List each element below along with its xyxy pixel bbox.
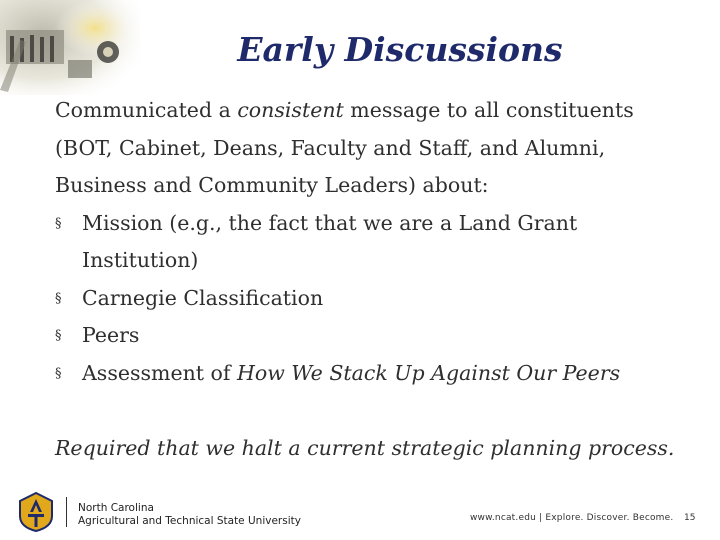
footer-divider: [66, 497, 67, 527]
bullet-mark: §: [55, 215, 62, 231]
slide-body: [55, 92, 675, 468]
footer-university-name: [78, 502, 301, 528]
bullet-item: [55, 355, 675, 393]
closing-paragraph: [55, 430, 675, 468]
bullet-mark: §: [55, 290, 62, 306]
bullet-mark: §: [55, 328, 62, 343]
page-number: 15: [684, 513, 696, 523]
bullet-text: Mission (e.g., the fact that we are a Land Grant Institution): [82, 210, 578, 272]
bullet-text: Carnegie Classification: [82, 285, 324, 310]
intro-text-1: Communicated a: [55, 98, 238, 122]
ncat-logo-icon: [18, 492, 54, 532]
bullet-text-prefix: Assessment of: [82, 360, 237, 385]
bullet-item: [55, 280, 675, 318]
bullet-mark: §: [55, 365, 62, 381]
bullet-item: [55, 205, 675, 280]
intro-paragraph: [55, 92, 675, 205]
footer-org-line-1: North Carolina: [78, 502, 154, 514]
slide-title: Early Discussions: [237, 30, 563, 69]
bullet-list: [55, 205, 675, 393]
bullet-text: Peers: [82, 323, 140, 347]
intro-text-2: message to all constituents (BOT, Cabinet, Deans, Faculty and Staff, and Alumni, Business and Community Leaders) about:: [55, 98, 634, 197]
bullet-item: [55, 317, 675, 355]
footer-website-tagline: www.ncat.edu | Explore. Discover. Become.: [470, 513, 674, 523]
footer-org-line-2: Agricultural and Technical State University: [78, 515, 301, 527]
bullet-text-emphasis: How We Stack Up Against Our Peers: [237, 360, 621, 385]
spacer: [55, 392, 675, 430]
closing-text: Required that we halt a current strategic planning process.: [55, 436, 675, 460]
intro-emphasis: consistent: [237, 98, 344, 122]
